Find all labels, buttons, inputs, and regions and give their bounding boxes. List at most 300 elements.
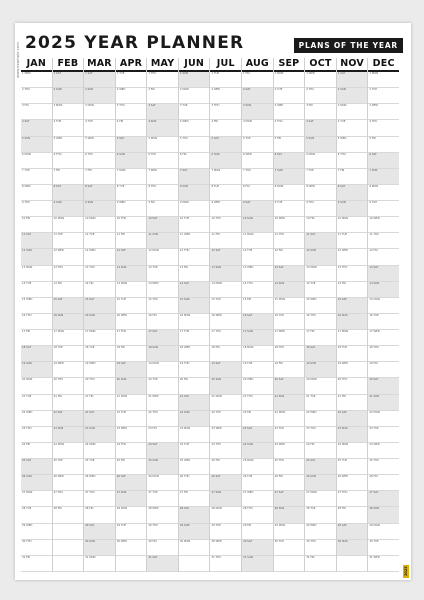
day-cell: 23 TUE — [368, 427, 399, 443]
day-cell: 31 SUN — [242, 556, 273, 572]
day-cell: 29 THU — [147, 524, 178, 540]
calendar-grid — [21, 58, 399, 572]
day-cell: 7 FRI — [337, 169, 368, 185]
day-cell: 2 SUN — [337, 88, 368, 104]
month-header: OCT — [305, 58, 336, 72]
day-cell: 17 WED — [368, 330, 399, 346]
day-cell: 7 TUE — [305, 169, 336, 185]
day-cell: 24 TUE — [179, 443, 210, 459]
day-cell: 12 MON — [147, 249, 178, 265]
day-cell: 18 SUN — [147, 346, 178, 362]
day-cell: 5 SAT — [116, 137, 147, 153]
day-cell: 3 MON — [84, 104, 115, 120]
day-cell: 2 THU — [21, 88, 52, 104]
day-cell: 22 SAT — [53, 411, 84, 427]
day-cell: 12 TUE — [242, 249, 273, 265]
day-cell: 12 FRI — [368, 249, 399, 265]
day-cell: 6 WED — [242, 153, 273, 169]
day-cell: 15 WED — [305, 298, 336, 314]
day-cell: 17 FRI — [305, 330, 336, 346]
day-cell: 21 TUE — [21, 395, 52, 411]
day-cell: 6 SAT — [274, 153, 305, 169]
day-cell: 10 FRI — [305, 217, 336, 233]
day-cell: 3 SUN — [242, 104, 273, 120]
day-cell: 8 SAT — [337, 185, 368, 201]
brand-logo: 2025 — [404, 566, 408, 577]
day-cell: 15 MON — [274, 298, 305, 314]
day-cell: 18 WED — [179, 346, 210, 362]
month-column-may — [146, 58, 178, 572]
day-cell: 26 WED — [53, 475, 84, 491]
day-cell: 1 WED — [305, 72, 336, 88]
month-header: APR — [116, 58, 147, 72]
day-list — [337, 72, 368, 572]
day-cell: 18 THU — [368, 346, 399, 362]
day-cell: 15 SAT — [337, 298, 368, 314]
day-cell: 5 WED — [337, 137, 368, 153]
day-cell: 10 THU — [116, 217, 147, 233]
month-header: NOV — [337, 58, 368, 72]
day-cell: 23 THU — [305, 427, 336, 443]
day-cell: 12 SUN — [305, 249, 336, 265]
day-cell: 7 WED — [147, 169, 178, 185]
day-cell: 21 SUN — [274, 395, 305, 411]
day-cell: 16 THU — [305, 314, 336, 330]
day-cell: 7 MON — [116, 169, 147, 185]
day-cell: 8 TUE — [116, 185, 147, 201]
day-cell: 23 TUE — [274, 427, 305, 443]
day-cell: 30 SAT — [242, 540, 273, 556]
day-cell: 16 MON — [179, 314, 210, 330]
day-cell: 8 SAT — [53, 185, 84, 201]
day-cell: 20 SUN — [210, 378, 241, 394]
month-header: JAN — [21, 58, 52, 72]
day-cell: 7 TUE — [21, 169, 52, 185]
month-column-jun — [178, 58, 210, 572]
day-cell: 23 THU — [21, 427, 52, 443]
day-cell: 16 WED — [210, 314, 241, 330]
month-column-mar — [83, 58, 115, 572]
day-cell: 22 WED — [305, 411, 336, 427]
day-cell: 13 SUN — [116, 266, 147, 282]
day-cell: 26 WED — [337, 475, 368, 491]
day-cell: 4 MON — [242, 120, 273, 136]
day-cell: 27 SUN — [116, 491, 147, 507]
month-header: MAY — [147, 58, 178, 72]
day-cell: 4 TUE — [337, 120, 368, 136]
day-cell: 12 SAT — [210, 249, 241, 265]
month-column-aug — [241, 58, 273, 572]
day-cell: 31 FRI — [305, 556, 336, 572]
day-cell: 18 THU — [274, 346, 305, 362]
day-cell: 14 WED — [147, 282, 178, 298]
day-cell: 11 FRI — [210, 233, 241, 249]
day-cell: 21 SUN — [368, 395, 399, 411]
month-column-nov — [336, 58, 368, 572]
day-cell: 5 FRI — [274, 137, 305, 153]
day-cell: 19 WED — [53, 362, 84, 378]
day-cell: 3 MON — [337, 104, 368, 120]
day-cell: 25 SAT — [305, 459, 336, 475]
day-cell: 5 MON — [147, 137, 178, 153]
day-cell: 24 FRI — [305, 443, 336, 459]
day-cell: 24 THU — [210, 443, 241, 459]
day-cell: 28 SAT — [179, 507, 210, 523]
day-cell: 11 SAT — [21, 233, 52, 249]
day-cell: 1 MON — [368, 72, 399, 88]
day-cell: 5 WED — [53, 137, 84, 153]
day-cell: 13 THU — [53, 266, 84, 282]
day-cell: 3 WED — [368, 104, 399, 120]
day-cell: 26 FRI — [368, 475, 399, 491]
day-cell: 2 SAT — [242, 88, 273, 104]
day-cell: 13 WED — [242, 266, 273, 282]
day-cell: 26 SUN — [21, 475, 52, 491]
day-cell: 24 SAT — [147, 443, 178, 459]
day-cell: 23 SUN — [84, 427, 115, 443]
empty-day-cell — [274, 556, 305, 572]
day-cell: 30 THU — [21, 540, 52, 556]
day-list — [84, 72, 115, 572]
day-cell: 23 SUN — [337, 427, 368, 443]
day-cell: 4 SAT — [305, 120, 336, 136]
day-cell: 22 MON — [368, 411, 399, 427]
day-cell: 28 FRI — [53, 507, 84, 523]
day-cell: 1 WED — [21, 72, 52, 88]
day-cell: 17 MON — [84, 330, 115, 346]
month-header: SEP — [274, 58, 305, 72]
day-cell: 24 THU — [116, 443, 147, 459]
day-cell: 18 TUE — [84, 346, 115, 362]
day-cell: 26 TUE — [242, 475, 273, 491]
day-cell: 29 SAT — [84, 524, 115, 540]
day-cell: 9 SAT — [242, 201, 273, 217]
day-cell: 29 SAT — [337, 524, 368, 540]
day-list — [368, 72, 399, 572]
day-cell: 19 SUN — [305, 362, 336, 378]
day-cell: 21 MON — [116, 395, 147, 411]
day-cell: 8 THU — [147, 185, 178, 201]
day-cell: 9 THU — [305, 201, 336, 217]
day-cell: 21 FRI — [84, 395, 115, 411]
day-cell: 2 MON — [179, 88, 210, 104]
day-cell: 30 FRI — [147, 540, 178, 556]
day-cell: 24 FRI — [21, 443, 52, 459]
day-cell: 23 MON — [179, 427, 210, 443]
empty-day-cell — [179, 556, 210, 572]
day-cell: 14 SUN — [274, 282, 305, 298]
day-cell: 28 TUE — [305, 507, 336, 523]
day-cell: 8 MON — [368, 185, 399, 201]
day-cell: 24 MON — [337, 443, 368, 459]
day-cell: 31 SAT — [147, 556, 178, 572]
day-cell: 29 WED — [305, 524, 336, 540]
day-cell: 4 FRI — [116, 120, 147, 136]
day-list — [147, 72, 178, 572]
day-cell: 22 SUN — [179, 411, 210, 427]
day-cell: 14 FRI — [337, 282, 368, 298]
day-cell: 13 MON — [21, 266, 52, 282]
day-cell: 21 THU — [242, 395, 273, 411]
day-cell: 25 TUE — [84, 459, 115, 475]
day-cell: 31 FRI — [21, 556, 52, 572]
day-list — [305, 72, 336, 572]
day-cell: 15 FRI — [242, 298, 273, 314]
day-list — [116, 72, 147, 572]
day-cell: 24 WED — [274, 443, 305, 459]
day-cell: 11 TUE — [337, 233, 368, 249]
day-list — [274, 72, 305, 572]
day-cell: 22 FRI — [242, 411, 273, 427]
day-cell: 9 SUN — [53, 201, 84, 217]
day-cell: 29 SUN — [179, 524, 210, 540]
day-cell: 30 THU — [305, 540, 336, 556]
day-cell: 6 FRI — [179, 153, 210, 169]
day-cell: 21 MON — [210, 395, 241, 411]
subtitle-badge: PLANS OF THE YEAR — [294, 38, 403, 53]
day-cell: 16 SUN — [53, 314, 84, 330]
day-cell: 16 TUE — [274, 314, 305, 330]
day-cell: 20 THU — [84, 378, 115, 394]
day-cell: 29 MON — [368, 524, 399, 540]
day-cell: 20 MON — [305, 378, 336, 394]
day-cell: 21 WED — [147, 395, 178, 411]
day-cell: 26 THU — [179, 475, 210, 491]
day-cell: 20 THU — [53, 378, 84, 394]
day-cell: 30 TUE — [368, 540, 399, 556]
day-cell: 15 THU — [147, 298, 178, 314]
day-cell: 23 SAT — [242, 427, 273, 443]
day-cell: 28 THU — [242, 507, 273, 523]
month-column-sep — [273, 58, 305, 572]
day-cell: 17 MON — [337, 330, 368, 346]
day-cell: 19 FRI — [368, 362, 399, 378]
day-cell: 30 TUE — [274, 540, 305, 556]
day-cell: 13 TUE — [147, 266, 178, 282]
day-cell: 25 TUE — [337, 459, 368, 475]
day-cell: 8 TUE — [210, 185, 241, 201]
day-cell: 26 WED — [84, 475, 115, 491]
day-cell: 24 SUN — [242, 443, 273, 459]
day-cell: 5 SUN — [305, 137, 336, 153]
day-cell: 19 MON — [147, 362, 178, 378]
day-cell: 27 WED — [242, 491, 273, 507]
day-cell: 4 THU — [368, 120, 399, 136]
day-cell: 12 SUN — [21, 249, 52, 265]
day-cell: 23 WED — [116, 427, 147, 443]
day-list — [21, 72, 52, 572]
day-cell: 13 THU — [337, 266, 368, 282]
day-cell: 9 SUN — [337, 201, 368, 217]
day-cell: 20 WED — [242, 378, 273, 394]
day-cell: 26 SAT — [210, 475, 241, 491]
day-cell: 20 SUN — [116, 378, 147, 394]
day-cell: 21 SAT — [179, 395, 210, 411]
day-cell: 25 FRI — [116, 459, 147, 475]
day-cell: 22 SAT — [337, 411, 368, 427]
day-cell: 14 FRI — [84, 282, 115, 298]
day-cell: 2 WED — [116, 88, 147, 104]
page-title: 2025 YEAR PLANNER — [25, 33, 245, 53]
day-cell: 10 FRI — [21, 217, 52, 233]
day-cell: 3 SAT — [147, 104, 178, 120]
day-cell: 25 TUE — [53, 459, 84, 475]
day-cell: 2 FRI — [147, 88, 178, 104]
day-cell: 18 TUE — [53, 346, 84, 362]
day-cell: 10 MON — [84, 217, 115, 233]
month-column-oct — [304, 58, 336, 572]
day-cell: 5 FRI — [368, 137, 399, 153]
day-cell: 11 FRI — [116, 233, 147, 249]
day-list — [242, 72, 273, 572]
day-cell: 22 WED — [21, 411, 52, 427]
day-cell: 14 TUE — [305, 282, 336, 298]
day-cell: 14 SUN — [368, 282, 399, 298]
day-cell: 18 SAT — [21, 346, 52, 362]
day-cell: 19 SAT — [116, 362, 147, 378]
day-cell: 25 THU — [368, 459, 399, 475]
day-cell: 28 FRI — [337, 507, 368, 523]
day-cell: 17 SAT — [147, 330, 178, 346]
day-cell: 26 MON — [147, 475, 178, 491]
day-cell: 6 SUN — [116, 153, 147, 169]
day-cell: 31 MON — [84, 556, 115, 572]
day-cell: 3 MON — [53, 104, 84, 120]
day-cell: 20 THU — [337, 378, 368, 394]
day-cell: 27 SUN — [210, 491, 241, 507]
day-cell: 28 MON — [116, 507, 147, 523]
day-cell: 9 THU — [21, 201, 52, 217]
day-cell: 1 SUN — [179, 72, 210, 88]
day-cell: 13 THU — [84, 266, 115, 282]
day-cell: 6 TUE — [147, 153, 178, 169]
empty-day-cell — [116, 556, 147, 572]
day-cell: 18 FRI — [116, 346, 147, 362]
day-cell: 15 WED — [21, 298, 52, 314]
day-cell: 27 MON — [21, 491, 52, 507]
empty-day-cell — [53, 556, 84, 572]
day-list — [53, 72, 84, 572]
day-cell: 14 THU — [242, 282, 273, 298]
day-cell: 3 THU — [210, 104, 241, 120]
day-cell: 10 THU — [210, 217, 241, 233]
day-cell: 12 SAT — [116, 249, 147, 265]
day-cell: 1 SAT — [53, 72, 84, 88]
day-cell: 17 THU — [210, 330, 241, 346]
day-cell: 20 SAT — [274, 378, 305, 394]
day-cell: 15 SUN — [179, 298, 210, 314]
day-cell: 11 SAT — [305, 233, 336, 249]
day-cell: 7 THU — [242, 169, 273, 185]
day-cell: 1 MON — [274, 72, 305, 88]
day-cell: 19 FRI — [274, 362, 305, 378]
day-cell: 10 MON — [53, 217, 84, 233]
day-cell: 27 SAT — [274, 491, 305, 507]
day-cell: 10 SAT — [147, 217, 178, 233]
day-cell: 27 MON — [305, 491, 336, 507]
day-cell: 8 MON — [274, 185, 305, 201]
day-cell: 12 WED — [53, 249, 84, 265]
day-cell: 17 FRI — [21, 330, 52, 346]
day-cell: 7 SUN — [368, 169, 399, 185]
day-cell: 24 WED — [368, 443, 399, 459]
day-cell: 9 FRI — [147, 201, 178, 217]
day-cell: 11 TUE — [53, 233, 84, 249]
day-cell: 2 THU — [305, 88, 336, 104]
day-cell: 1 SAT — [337, 72, 368, 88]
day-cell: 8 WED — [305, 185, 336, 201]
month-header: AUG — [242, 58, 273, 72]
day-cell: 28 SUN — [274, 507, 305, 523]
day-cell: 7 MON — [210, 169, 241, 185]
day-cell: 20 MON — [21, 378, 52, 394]
day-cell: 10 SUN — [242, 217, 273, 233]
day-cell: 2 SUN — [84, 88, 115, 104]
day-cell: 9 TUE — [368, 201, 399, 217]
day-cell: 18 MON — [242, 346, 273, 362]
month-column-apr — [115, 58, 147, 572]
day-cell: 23 WED — [210, 427, 241, 443]
day-cell: 12 FRI — [274, 249, 305, 265]
day-cell: 8 SAT — [84, 185, 115, 201]
day-cell: 11 WED — [179, 233, 210, 249]
year-planner-poster — [15, 23, 411, 580]
day-cell: 17 SUN — [242, 330, 273, 346]
day-cell: 14 MON — [210, 282, 241, 298]
month-header: MAR — [84, 58, 115, 72]
day-cell: 27 THU — [337, 491, 368, 507]
day-cell: 16 TUE — [368, 314, 399, 330]
month-header: JUL — [210, 58, 241, 72]
day-cell: 21 TUE — [305, 395, 336, 411]
day-cell: 26 SUN — [305, 475, 336, 491]
day-cell: 12 WED — [84, 249, 115, 265]
day-cell: 14 SAT — [179, 282, 210, 298]
day-cell: 20 FRI — [179, 378, 210, 394]
day-cell: 13 SUN — [210, 266, 241, 282]
day-cell: 1 TUE — [210, 72, 241, 88]
day-cell: 9 WED — [210, 201, 241, 217]
month-header: JUN — [179, 58, 210, 72]
day-cell: 15 SAT — [53, 298, 84, 314]
day-cell: 5 THU — [179, 137, 210, 153]
month-column-dec — [367, 58, 399, 572]
day-cell: 9 SUN — [84, 201, 115, 217]
day-cell: 23 SUN — [53, 427, 84, 443]
day-cell: 3 WED — [274, 104, 305, 120]
day-cell: 27 FRI — [179, 491, 210, 507]
day-cell: 26 SAT — [116, 475, 147, 491]
day-cell: 29 TUE — [116, 524, 147, 540]
day-cell: 4 TUE — [53, 120, 84, 136]
day-cell: 9 TUE — [274, 201, 305, 217]
day-cell: 22 THU — [147, 411, 178, 427]
day-cell: 13 MON — [305, 266, 336, 282]
month-header: FEB — [53, 58, 84, 72]
day-cell: 4 TUE — [84, 120, 115, 136]
day-cell: 5 SUN — [21, 137, 52, 153]
day-cell: 7 SUN — [274, 169, 305, 185]
day-cell: 4 SUN — [147, 120, 178, 136]
day-cell: 28 MON — [210, 507, 241, 523]
day-cell: 17 WED — [274, 330, 305, 346]
day-cell: 14 FRI — [53, 282, 84, 298]
day-cell: 19 SUN — [21, 362, 52, 378]
day-cell: 28 SUN — [368, 507, 399, 523]
day-cell: 15 MON — [368, 298, 399, 314]
day-cell: 14 MON — [116, 282, 147, 298]
day-cell: 13 SAT — [368, 266, 399, 282]
